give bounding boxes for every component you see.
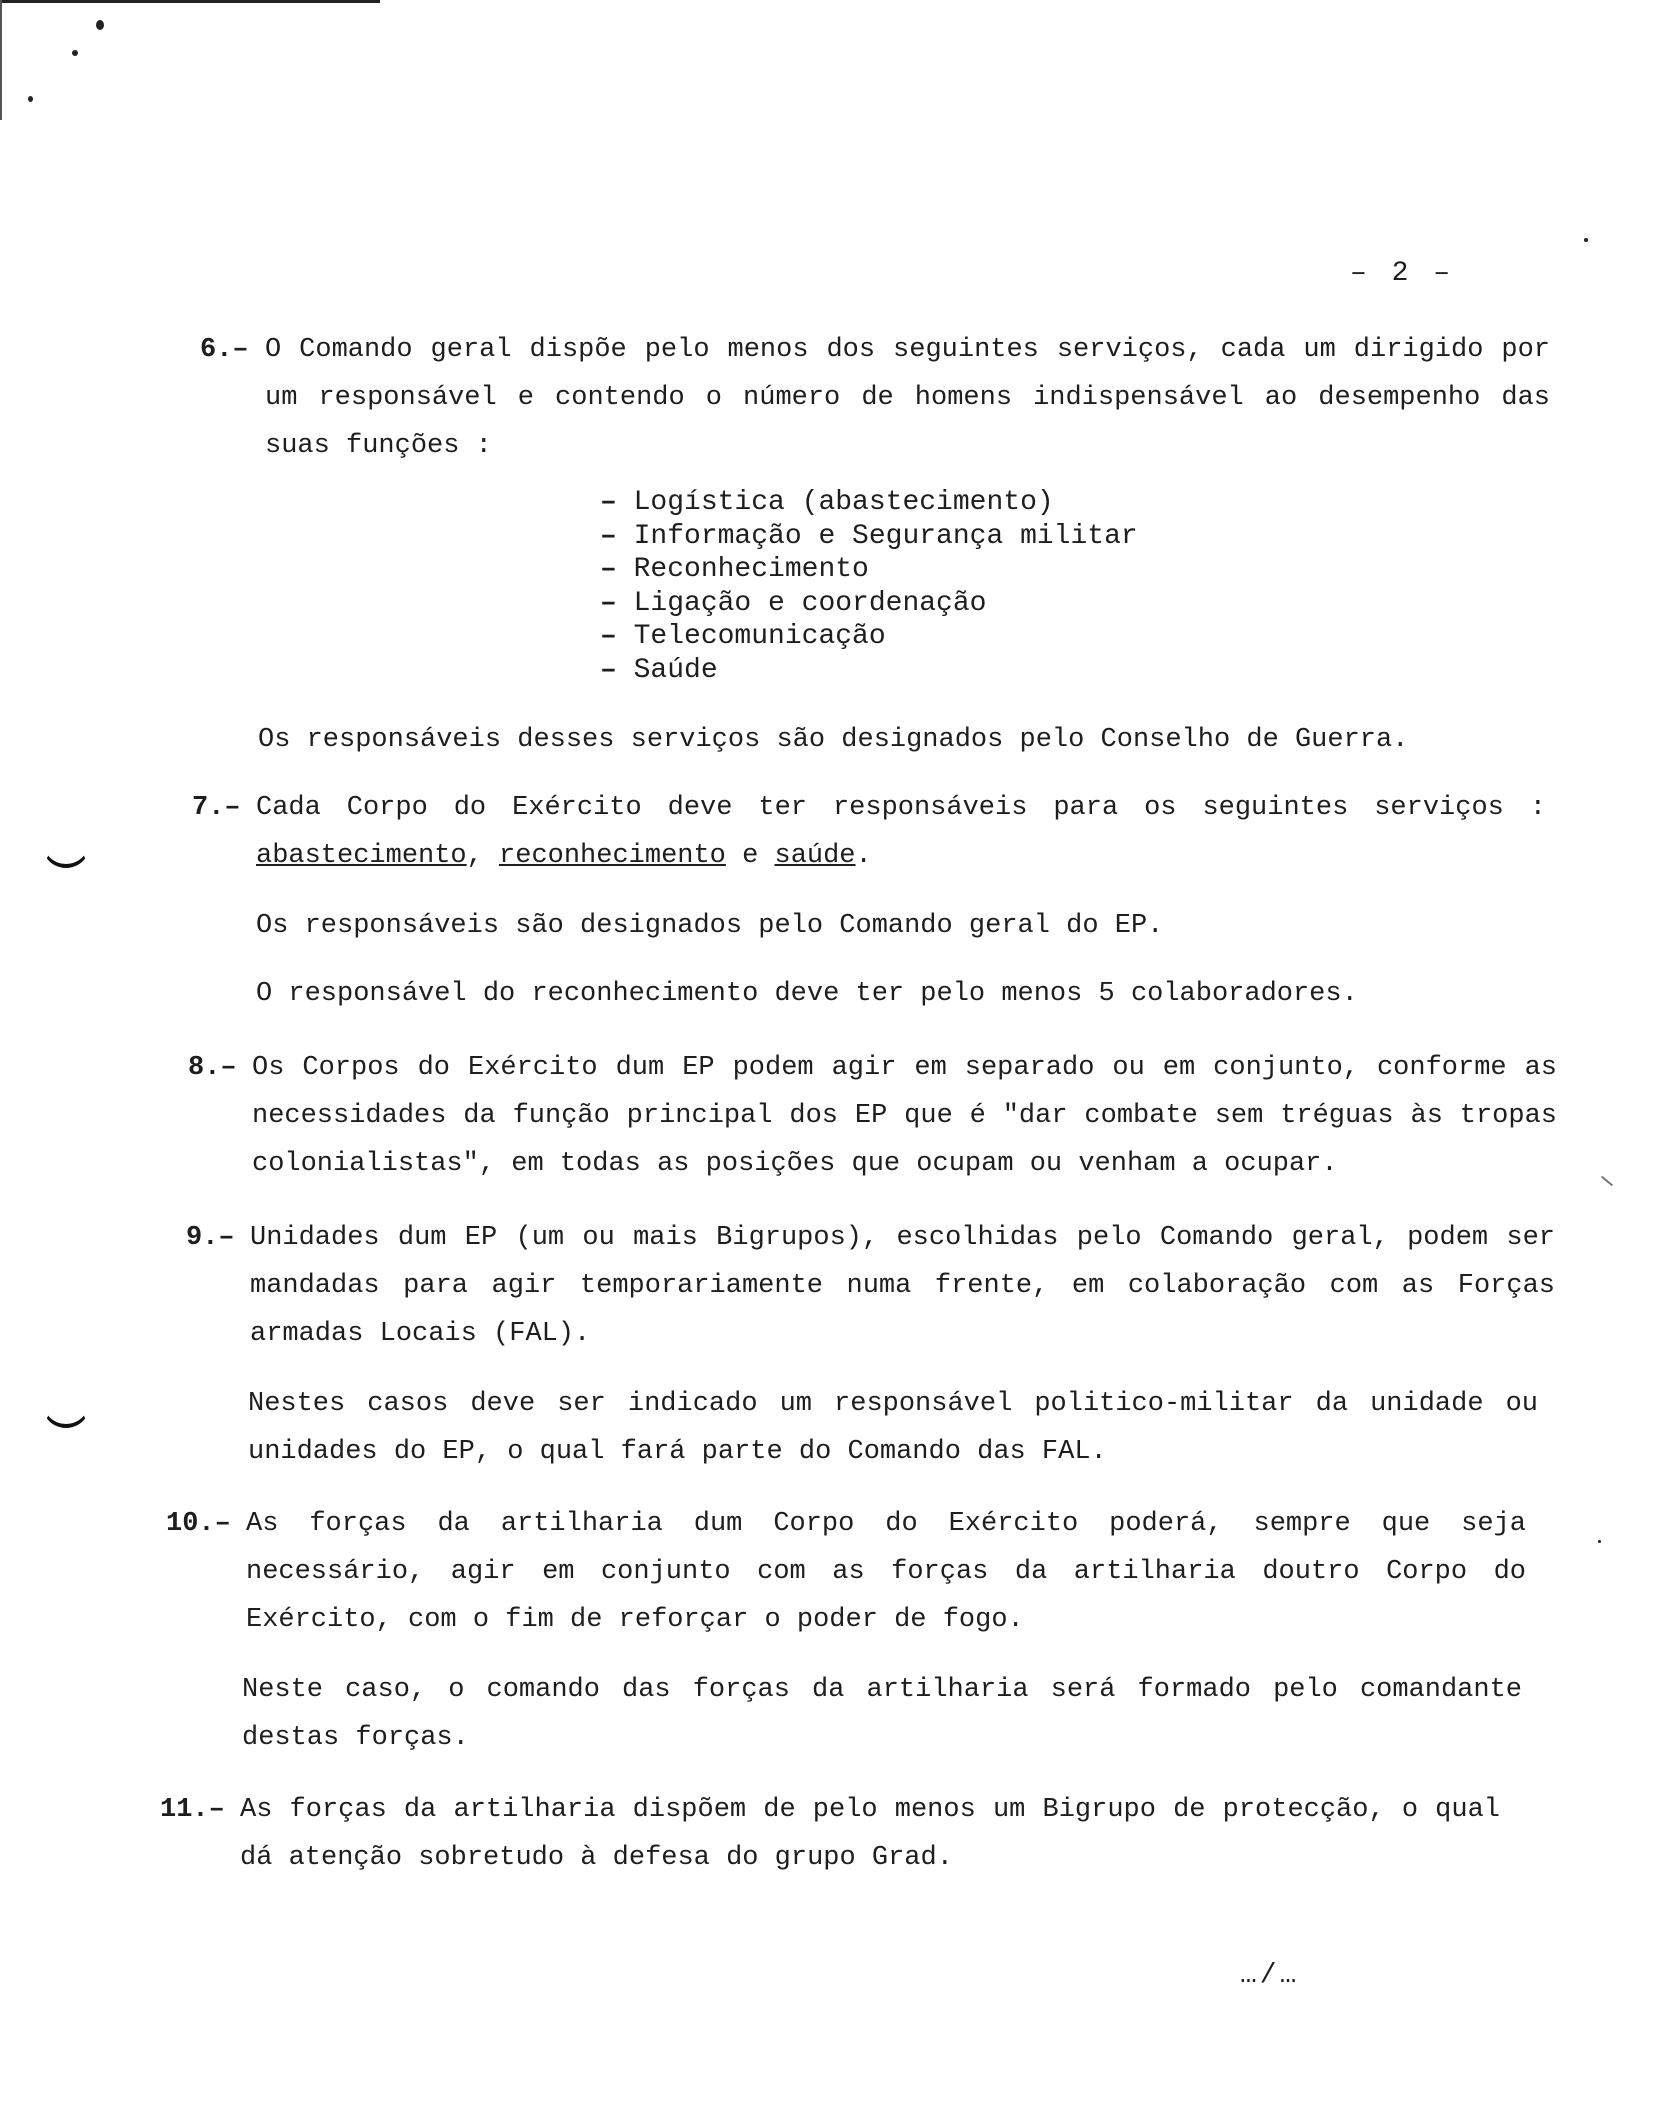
scan-speck bbox=[1598, 1540, 1601, 1543]
item-7-text: Cada Corpo do Exército deve ter responsáveis para os seguintes serviços : abastecimento, reconhecimento e saúde. bbox=[256, 793, 1546, 871]
continuation-mark: …/… bbox=[1240, 1960, 1300, 1991]
scan-mark bbox=[1601, 1176, 1613, 1187]
underlined-term: reconhecimento bbox=[499, 841, 726, 871]
underlined-term: saúde bbox=[774, 841, 856, 871]
list-item: – Informação e Segurança militar bbox=[600, 520, 1138, 554]
item-10-note: Neste caso, o comando das forças da artilharia será formado pelo comandante destas forças. bbox=[242, 1675, 1522, 1753]
item-8-text: Os Corpos do Exército dum EP podem agir em separado ou em conjunto, conforme as necessidades da função principal dos EP que é "dar combate sem tréguas às tropas colonialistas", em todas as posições que ocupam ou venham a ocupar. bbox=[252, 1053, 1557, 1179]
page-number: – 2 – bbox=[1350, 258, 1455, 289]
item-6-note: Os responsáveis desses serviços são designados pelo Conselho de Guerra. bbox=[258, 725, 1409, 755]
scan-speck bbox=[72, 50, 78, 56]
item-7-note: O responsável do reconhecimento deve ter pelo menos 5 colaboradores. bbox=[256, 979, 1358, 1009]
scan-edge-line bbox=[0, 0, 380, 3]
item-9-note: Nestes casos deve ser indicado um responsável politico-militar da unidade ou unidades do EP, o qual fará parte do Comando das FAL. bbox=[248, 1389, 1538, 1467]
item-number: 11.– bbox=[160, 1795, 225, 1825]
scan-edge-vertical bbox=[0, 0, 2, 120]
margin-mark bbox=[42, 1402, 90, 1428]
list-item: – Reconhecimento bbox=[600, 553, 1138, 587]
item-number: 10.– bbox=[166, 1509, 231, 1539]
item-10-text: As forças da artilharia dum Corpo do Exército poderá, sempre que seja necessário, agir em conjunto com as forças da artilharia doutro Corpo do Exército, com o fim de reforçar o poder de fogo. bbox=[246, 1509, 1526, 1635]
margin-mark bbox=[42, 842, 90, 868]
underlined-term: abastecimento bbox=[256, 841, 467, 871]
item-number: 7.– bbox=[192, 793, 241, 823]
item-number: 9.– bbox=[186, 1223, 235, 1253]
list-item: – Telecomunicação bbox=[600, 620, 1138, 654]
services-list bbox=[600, 486, 1138, 687]
list-item: – Logística (abastecimento) bbox=[600, 486, 1138, 520]
list-item: – Saúde bbox=[600, 654, 1138, 688]
item-7-note: Os responsáveis são designados pelo Comando geral do EP. bbox=[256, 911, 1164, 941]
scan-speck bbox=[28, 96, 33, 102]
list-item: – Ligação e coordenação bbox=[600, 587, 1138, 621]
item-9-text: Unidades dum EP (um ou mais Bigrupos), escolhidas pelo Comando geral, podem ser mandadas para agir temporariamente numa frente, em colaboração com as Forças armadas Locais (FAL). bbox=[250, 1223, 1555, 1349]
scan-speck bbox=[96, 20, 104, 30]
item-7-text-start: Cada Corpo do Exército deve ter responsáveis para os seguintes serviços : bbox=[256, 793, 1546, 823]
scan-speck bbox=[1584, 238, 1588, 242]
item-number: 8.– bbox=[188, 1053, 237, 1083]
item-11-text: As forças da artilharia dispõem de pelo menos um Bigrupo de protecção, o qual dá atenção sobretudo à defesa do grupo Grad. bbox=[240, 1795, 1500, 1873]
item-6-text: O Comando geral dispõe pelo menos dos seguintes serviços, cada um dirigido por um responsável e contendo o número de homens indispensável ao desempenho das suas funções : bbox=[265, 335, 1550, 461]
item-number: 6.– bbox=[200, 335, 249, 365]
